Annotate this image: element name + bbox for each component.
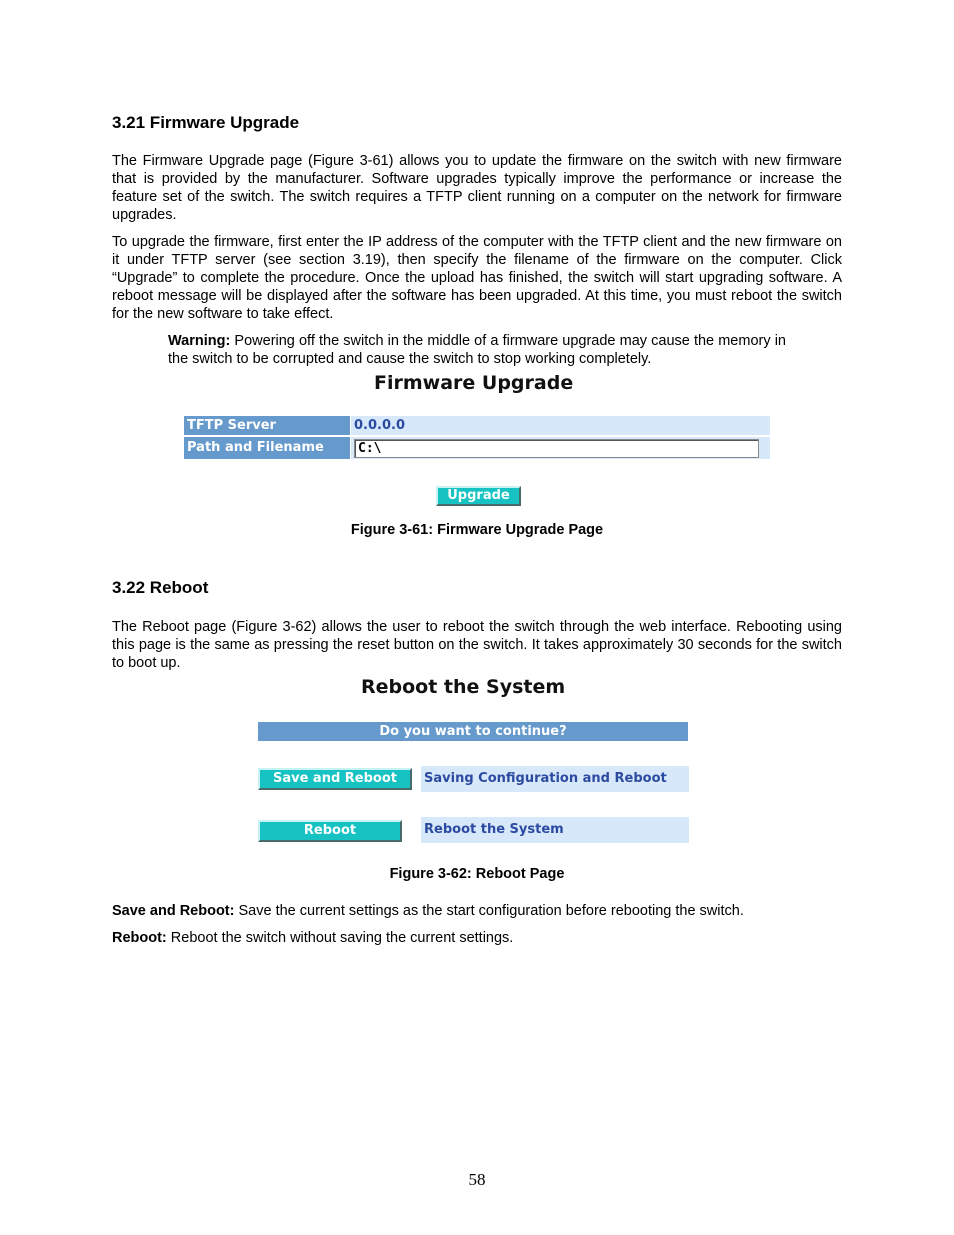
firmware-upgrade-screenshot bbox=[183, 370, 771, 512]
save-and-reboot-button[interactable]: Save and Reboot bbox=[258, 768, 412, 790]
upgrade-button[interactable]: Upgrade bbox=[436, 486, 521, 506]
path-filename-label: Path and Filename bbox=[184, 437, 350, 459]
path-filename-input[interactable]: C:\ bbox=[354, 439, 759, 458]
paragraph-reboot-intro: The Reboot page (Figure 3-62) allows the user to reboot the switch through the web interface. Rebooting using this page is the same as pressing the reset button on the switch. It takes approximately 30 seconds for the switch to boot up. bbox=[112, 619, 842, 671]
reboot-title: Reboot the System bbox=[361, 676, 566, 698]
tftp-server-value: 0.0.0.0 bbox=[351, 416, 770, 435]
continue-prompt-bar: Do you want to continue? bbox=[258, 722, 688, 741]
reboot-description: Reboot the System bbox=[421, 817, 689, 843]
path-filename-row bbox=[351, 437, 770, 459]
definition-reboot bbox=[112, 929, 842, 947]
paragraph-firmware-steps: To upgrade the firmware, first enter the IP address of the computer with the TFTP client and the new firmware on it under TFTP server (see section 3.19), then specify the filename of the firmware on the computer. Click “Upgrade” to complete the procedure. Once the upload has finished, the switch will start upgrading software. A reboot message will be displayed after the software has been upgraded. At this time, you must reboot the switch for the new software to take effect. bbox=[112, 234, 842, 322]
page-number: 58 bbox=[468, 1170, 486, 1189]
figure-caption-3-61: Figure 3-61: Firmware Upgrade Page bbox=[350, 522, 604, 538]
definition-text-save-and-reboot: Save the current settings as the start configuration before rebooting the switch. bbox=[234, 903, 744, 919]
definition-text-reboot: Reboot the switch without saving the current settings. bbox=[166, 930, 514, 946]
warning-text: Powering off the switch in the middle of a firmware upgrade may cause the memory in the switch to be corrupted and cause the switch to stop working completely. bbox=[168, 333, 786, 367]
definition-term-save-and-reboot: Save and Reboot: bbox=[112, 903, 235, 919]
tftp-server-label: TFTP Server bbox=[184, 416, 350, 435]
section-heading-firmware-upgrade: 3.21 Firmware Upgrade bbox=[112, 113, 300, 132]
warning-note bbox=[168, 332, 786, 368]
reboot-screenshot bbox=[256, 672, 692, 844]
save-and-reboot-description: Saving Configuration and Reboot bbox=[421, 766, 689, 792]
definition-save-and-reboot bbox=[112, 902, 842, 920]
firmware-upgrade-title: Firmware Upgrade bbox=[374, 372, 574, 394]
paragraph-firmware-intro: The Firmware Upgrade page (Figure 3-61) allows you to update the firmware on the switch with new firmware that is provided by the manufacturer. Software upgrades typically improve the performance or increase the feature set of the switch. The switch requires a TFTP client running on a computer on the network for firmware upgrades. bbox=[112, 153, 842, 223]
section-heading-reboot: 3.22 Reboot bbox=[112, 578, 209, 597]
warning-label: Warning: bbox=[168, 333, 231, 349]
reboot-button[interactable]: Reboot bbox=[258, 820, 402, 842]
definition-term-reboot: Reboot: bbox=[112, 930, 167, 946]
figure-caption-3-62: Figure 3-62: Reboot Page bbox=[389, 866, 565, 882]
